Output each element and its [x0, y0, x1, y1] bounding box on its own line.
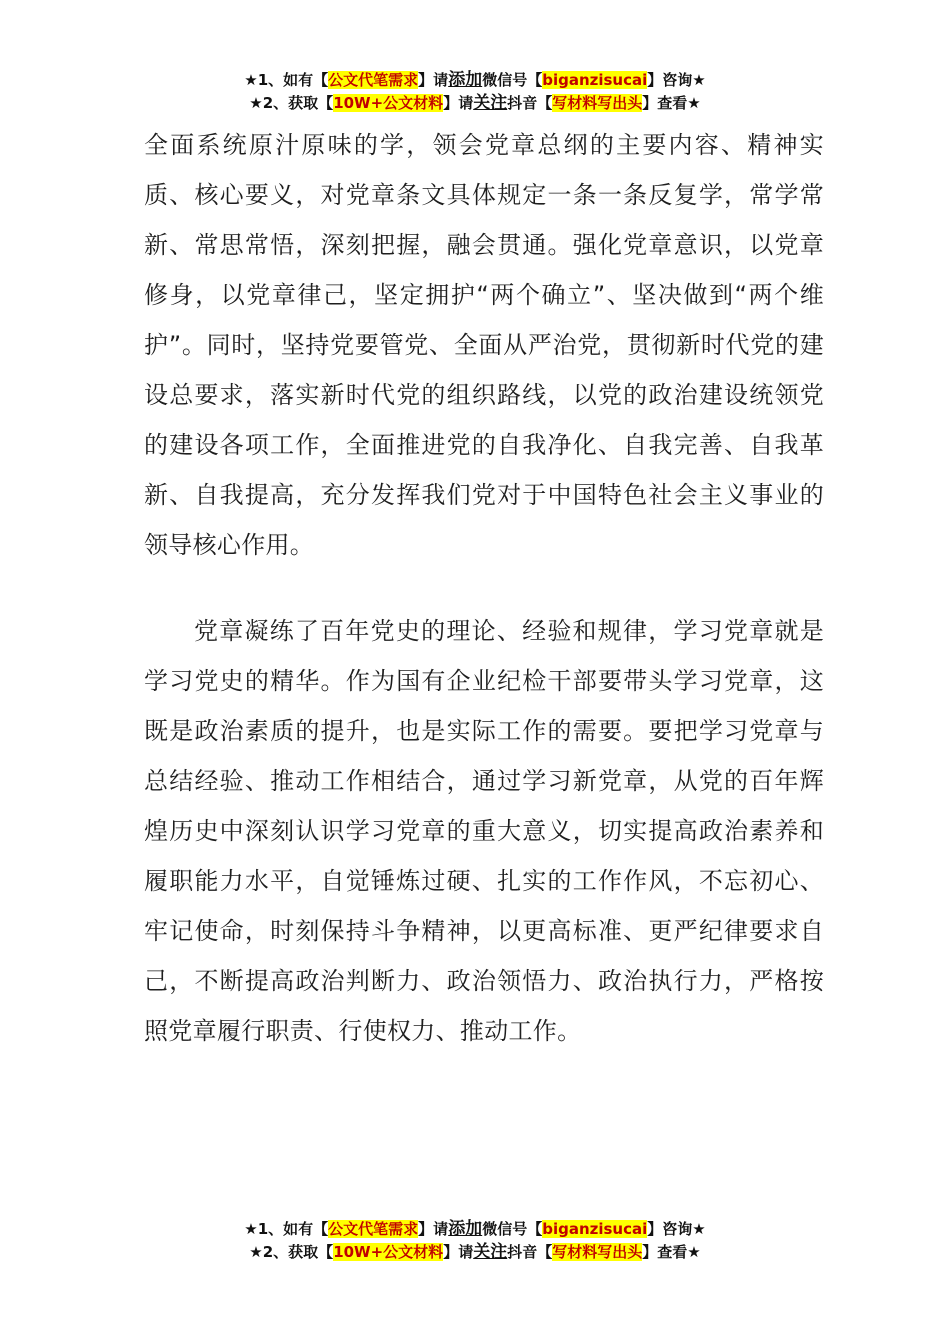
- banner-text: 微信号【: [482, 1220, 543, 1238]
- banner-highlight: 公文代笔需求: [328, 71, 419, 89]
- banner-text: ★1、如有【: [244, 71, 329, 89]
- banner-text: ★2、获取【: [249, 1243, 334, 1261]
- banner-highlight: 写材料写出头: [552, 94, 643, 112]
- banner-text: 抖音【: [507, 1243, 553, 1261]
- banner-emphasis: 关注: [473, 1242, 508, 1262]
- banner-text: 】请: [418, 1220, 449, 1238]
- banner-text: 】请: [418, 71, 449, 89]
- banner-text: 】咨询★: [647, 1220, 706, 1238]
- banner-highlight: 写材料写出头: [552, 1243, 643, 1261]
- body-paragraph-2: 党章凝练了百年党史的理论、经验和规律，学习党章就是学习党史的精华。作为国有企业纪检干部要带头学习党章，这既是政治素质的提升，也是实际工作的需要。要把学习党章与总结经验、推动工作相结合，通过学习新党章，从党的百年辉煌历史中深刻认识学习党章的重大意义，切实提高政治素养和履职能力水平，自觉锤炼过硬、扎实的工作作风，不忘初心、牢记使命，时刻保持斗争精神，以更高标准、更严纪律要求自己，不断提高政治判断力、政治领悟力、政治执行力，严格按照党章履行职责、行使权力、推动工作。: [144, 617, 824, 1045]
- banner-highlight: 10W+公文材料: [333, 94, 444, 112]
- banner-line-2: [0, 1241, 950, 1264]
- document-body: [144, 120, 824, 1056]
- body-paragraph-1: 全面系统原汁原味的学，领会党章总纲的主要内容、精神实质、核心要义，对党章条文具体规定一条一条反复学，常学常新、常思常悟，深刻把握，融会贯通。强化党章意识，以党章修身，以党章律己，坚定拥护“两个确立”、坚决做到“两个维护”。同时，坚持党要管党、全面从严治党，贯彻新时代党的建设总要求，落实新时代党的组织路线，以党的政治建设统领党的建设各项工作，全面推进党的自我净化、自我完善、自我革新、自我提高，充分发挥我们党对于中国特色社会主义事业的领导核心作用。: [144, 131, 824, 559]
- banner-emphasis: 添加: [448, 70, 483, 90]
- banner-line-2: [0, 92, 950, 115]
- banner-text: 抖音【: [507, 94, 553, 112]
- banner-line-1: [0, 1218, 950, 1241]
- banner-emphasis: 添加: [448, 1219, 483, 1239]
- banner-highlight: biganzisucai: [542, 1220, 648, 1238]
- banner-text: 】咨询★: [647, 71, 706, 89]
- banner-line-1: [0, 69, 950, 92]
- banner-text: 】请: [443, 94, 474, 112]
- banner-text: ★1、如有【: [244, 1220, 329, 1238]
- banner-highlight: 10W+公文材料: [333, 1243, 444, 1261]
- banner-text: 】查看★: [642, 1243, 701, 1261]
- header-banner: [0, 69, 950, 115]
- banner-text: 】查看★: [642, 94, 701, 112]
- banner-highlight: biganzisucai: [542, 71, 648, 89]
- banner-highlight: 公文代笔需求: [328, 1220, 419, 1238]
- footer-banner: [0, 1218, 950, 1264]
- banner-emphasis: 关注: [473, 93, 508, 113]
- banner-text: 微信号【: [482, 71, 543, 89]
- banner-text: 】请: [443, 1243, 474, 1261]
- banner-text: ★2、获取【: [249, 94, 334, 112]
